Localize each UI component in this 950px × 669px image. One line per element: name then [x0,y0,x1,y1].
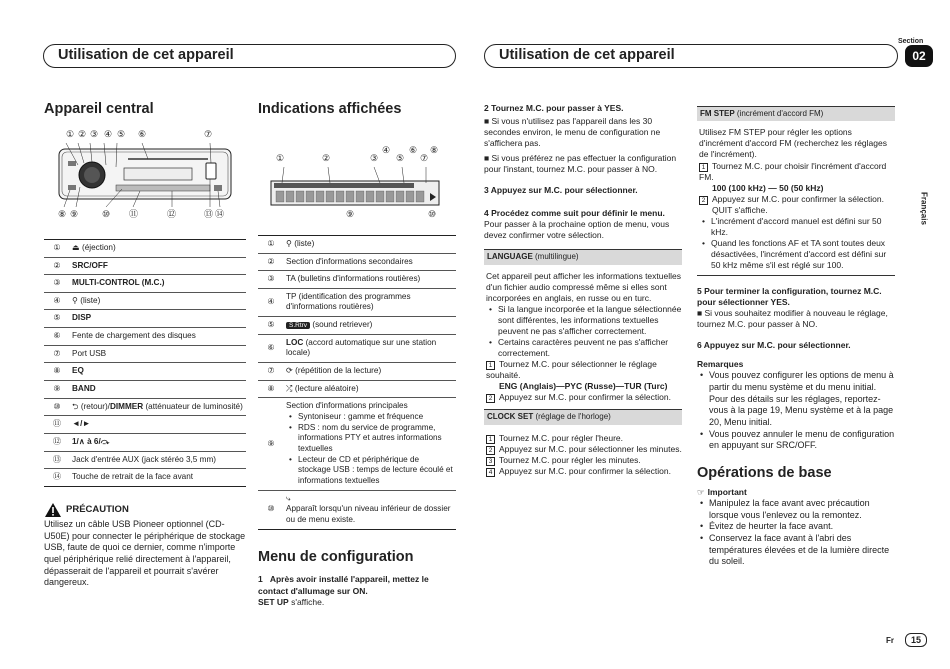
submenu-arrow-icon: ⤷ [286,493,291,503]
fm-step-bar: FM STEP (incrément d'accord FM) [697,106,895,121]
callout: ⑦ [204,128,213,139]
step-3-title: 3 Appuyez sur M.C. pour sélectionner. [484,185,638,196]
header-right: Utilisation de cet appareil [484,44,898,68]
table-row: ⑭ Touche de retrait de la face avant [44,469,246,487]
callout: ④ [104,128,113,139]
section-title-indications: Indications affichées [258,101,402,117]
list-item: • Évitez de heurter la face avant. [709,521,895,533]
remarques-title: Remarques [697,359,744,370]
return-icon: ⮌ [72,401,79,411]
table-row: ⑤ S.Rtrv (sound retriever) [258,317,456,335]
step-5-title: 5 Pour terminer la configuration, tournez M.C. pour sélectionner YES. [697,286,882,308]
sound-retriever-badge: S.Rtrv [286,322,310,329]
callout: ② [322,152,331,163]
search-icon: ⚲ [72,295,78,305]
table-row: ⑦ Port USB [44,345,246,363]
callout: ③ [90,128,99,139]
col-setup-steps: 2 Tournez M.C. pour passer à YES. ■ Si vous n'utilisez pas l'appareil dans les 30 secondes environ, le menu de configuration ne s'affichera pas. ■ Si vous préférez ne pas effectuer la configuration pour l'instant, tournez M.C. pour passer à NO. 3 Appuyez sur M.C. pour sélectionner. 4 Procédez comme suit pour définir le menu. Pour passer à la prochaine option de menu, vous devez confirmer votre sélection. LANGUAGE (multilingue) Cet appareil peut afficher les informations textuelles d'un fichier audio compressé même si elles sont incorporées en anglais, en russe ou en turc. • Si la langue incorporée et la langue sélectionnée sont différentes, les informations textuelles peuvent ne pas s'afficher correctement. • Certains caractères peuvent ne pas s'afficher correctement. 1 Tournez M.C. pour sélectionner le réglage souhaité. ENG (Anglais)—PYC (Russe)—TUR (Turc) 2 Appuyez sur M.C. pour confirmer la sélection. CLOCK SET (réglage de l'horloge) 1 Tournez M.C. pour régler l'heure. 2 Appuyez sur M.C. pour sélectionner les minutes. 3 Tournez M.C. pour régler les minutes. 4 Appuyez sur M.C. pour confirmer la sélection. [484,103,682,477]
callout: ⑤ [117,128,126,139]
step-1: 1 Après avoir installé l'appareil, mettez le contact d'allumage sur ON. SET UP s'affiche. [258,574,429,607]
page-number: 15 [905,633,927,647]
table-row: ⑥ Fente de chargement des disques [44,328,246,346]
table-row: ⑬ Jack d'entrée AUX (jack stéréo 3,5 mm) [44,451,246,469]
callout: ① [66,128,75,139]
warning-icon [44,502,62,518]
callout: ④ [382,144,391,155]
shuffle-icon: ⤮ [286,383,293,393]
head-unit-parts-table [44,239,246,487]
table-row: ① ⚲ (liste) [258,235,456,253]
language-bar: LANGUAGE (multilingue) [484,249,682,264]
section-label: Section [898,38,924,45]
table-row: ③ MULTI-CONTROL (M.C.) [44,275,246,293]
table-row: ⑨ Section d'informations principales • Syntoniseur : gamme et fréquence • RDS : nom du service de programme, informations PTY et autres informations textuelles • Lecteur de CD et périphérique de stockage USB : temps de lecture écoulé et informations textuelles [258,398,456,490]
list-item: • Si la langue incorporée et la langue sélectionnée sont différentes, les informations textuelles peuvent ne pas s'afficher correctement. [498,304,682,337]
step-4-text: Pour passer à la prochaine option de menu, vous devez confirmer votre sélection. [484,219,670,241]
callout: ⑩ [102,208,111,219]
table-row: ⑩ ⮌ (retour)/DIMMER (atténuateur de luminosité) [44,398,246,416]
note: ■ Si vous n'utilisez pas l'appareil dans les 30 secondes environ, le menu de configuration ne s'affichera pas. [484,116,661,149]
eject-icon: ⏏ [72,242,80,252]
callout: ⑨ [346,208,355,219]
list-item: • RDS : nom du service de programme, informations PTY et autres informations textuelles [298,423,454,455]
list-item: • Manipulez la face avant avec précaution lorsque vous l'enlevez ou la remontez. [709,498,895,521]
table-row: ② SRC/OFF [44,257,246,275]
head-unit-diagram [44,129,246,225]
table-row: ⑪ ◄/► [44,416,246,434]
section-title-appareil-central: Appareil central [44,101,154,117]
table-row: ⑧ EQ [44,363,246,381]
table-row: ⑧ ⤮ (lecture aléatoire) [258,380,456,398]
note: ■ Si vous souhaitez modifier à nouveau le réglage, tournez M.C. pour passer à NO. [697,308,888,330]
callout: ⑭ [215,208,225,219]
table-row: ⑫ 1/∧ à 6/⤼ [44,434,246,452]
table-row: ⑩ ⤷ Apparaît lorsqu'un niveau inférieur de dossier ou de menu existe. [258,490,456,529]
repeat-icon: ⟳ [286,366,293,376]
list-item: • Conservez la face avant à l'abri des températures élevées et de la lumière directe du soleil. [709,533,895,568]
head-unit-drawing [58,141,234,209]
col-fm-step: FM STEP (incrément d'accord FM) Utilisez FM STEP pour régler les options d'incrément d'accord FM (recherchez les réglages de l'incrément). 1 Tournez M.C. pour choisir l'incrément d'accord FM. 100 (100 kHz) — 50 (50 kHz) 2 Appuyez sur M.C. pour confirmer la sélection. QUIT s'affiche. • L'incrément d'accord manuel est défini sur 50 kHz. • Quand les fonctions AF et TA sont toutes deux désactivées, l'incrément d'accord est défini sur 50 kHz même s'il est réglé sur 100. 5 Pour terminer la configuration, tournez M.C. pour sélectionner YES. ■ Si vous souhaitez modifier à nouveau le réglage, tournez M.C. pour passer à NO. 6 Appuyez sur M.C. pour sélectionner. Remarques • Vous pouvez configurer les options de menu à partir du menu système et du menu initial. Pour des détails sur les réglages, reportez-vous à la page 19, Menu système et à la page 20, Menu initial. • Vous pouvez annuler le menu de configuration en appuyant sur SRC/OFF. Opérations de base ☞ Important • Manipulez la face avant avec précaution lorsque vous l'enlevez ou la remontez. • Évitez de heurter la face avant. • Conservez la face avant à l'abri des températures élevées et de la lumière directe du soleil. [697,106,895,568]
list-item: • Certains caractères peuvent ne pas s'afficher correctement. [498,337,682,359]
list-item: • Vous pouvez annuler le menu de configuration en appuyant sur SRC/OFF. [709,429,895,452]
callout: ⑦ [420,152,429,163]
step-2-title: 2 Tournez M.C. pour passer à YES. [484,103,624,113]
callout: ⑧ [430,144,439,155]
callout: ⑫ [167,208,177,219]
col-indications [258,100,456,608]
header-left: Utilisation de cet appareil [43,44,456,68]
section-number: 02 [905,45,933,67]
caution-title: PRÉCAUTION [66,503,129,515]
table-row: ④ TP (identification des programmes d'informations routières) [258,288,456,316]
callout: ⑪ [129,208,139,219]
callout: ⑥ [138,128,147,139]
footer-lang: Fr [886,636,894,645]
section-title-menu-config: Menu de configuration [258,548,414,565]
list-item: • L'incrément d'accord manuel est défini sur 50 kHz. [711,216,895,238]
step-6-title: 6 Appuyez sur M.C. pour sélectionner. [697,340,851,351]
display-diagram [258,129,456,221]
table-row: ⑤ DISP [44,310,246,328]
table-row: ⑨ BAND [44,381,246,399]
callout: ⑬ [204,208,214,219]
caution-block [44,502,246,589]
list-item: • Quand les fonctions AF et TA sont toutes deux désactivées, l'incrément d'accord est défini sur 50 kHz même s'il est réglé sur 100. [711,238,895,271]
display-indicators-table [258,235,456,530]
callout: ⑧ [58,208,67,219]
col-appareil-central [44,100,246,589]
table-row: ④ ⚲ (liste) [44,292,246,310]
table-row: ① ⏏ (éjection) [44,239,246,257]
callout: ⑩ [428,208,437,219]
step-4-title: 4 Procédez comme suit pour définir le menu. [484,208,665,219]
callout: ⑨ [70,208,79,219]
note: ■ Si vous préférez ne pas effectuer la configuration pour l'instant, tournez M.C. pour passer à NO. [484,153,677,175]
list-item: • Vous pouvez configurer les options de menu à partir du menu système et du menu initial. Pour des détails sur les réglages, reportez-vous à la page 19, Menu système et à la page 20, Menu initial. [709,370,895,428]
caution-text: Utilisez un câble USB Pioneer optionnel (CD-U50E) pour connecter le périphérique de stockage USB, faute de quoi ce dernier, comme n'importe quel périphérique relié directement à l'appareil, dépasserait de l'appareil et pourrait s'avérer dangereux. [44,519,246,588]
list-item: • Lecteur de CD et périphérique de stockage USB : temps de lecture écoulé et informations textuelles [298,455,454,487]
language-tab: Français [919,192,929,225]
list-item: • Syntoniseur : gamme et fréquence [298,412,454,423]
callout: ② [78,128,87,139]
table-row: ② Section d'informations secondaires [258,253,456,271]
section-title-operations: Opérations de base [697,465,832,482]
important-icon: ☞ [697,486,705,497]
callout: ⑥ [409,144,418,155]
table-row: ⑦ ⟳ (répétition de la lecture) [258,363,456,381]
callout: ① [276,152,285,163]
callout: ⑤ [396,152,405,163]
list-search-icon: ⚲ [286,238,292,248]
table-row: ③ TA (bulletins d'informations routières) [258,271,456,289]
clock-set-bar: CLOCK SET (réglage de l'horloge) [484,409,682,424]
callout: ③ [370,152,379,163]
display-drawing [270,167,442,207]
table-row: ⑥ LOC (accord automatique sur une station locale) [258,334,456,362]
